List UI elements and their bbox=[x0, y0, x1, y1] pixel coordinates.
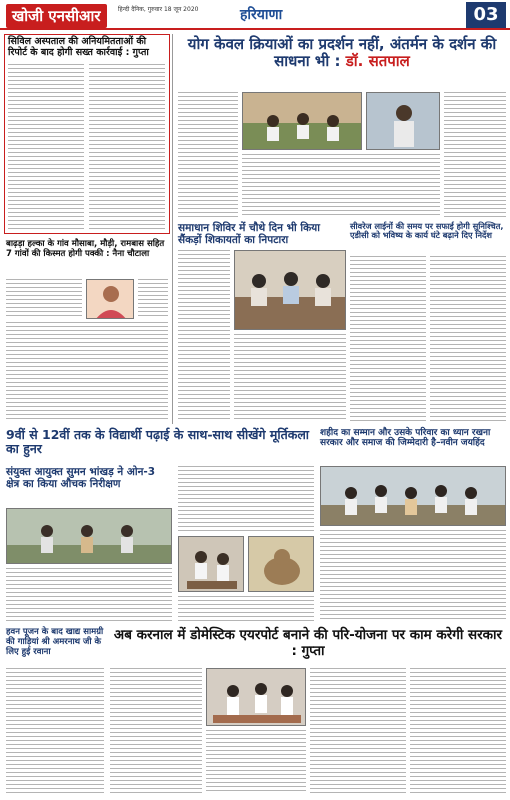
nayna-chautala-photo bbox=[86, 279, 134, 319]
yoga-body-bottom bbox=[242, 154, 440, 218]
ayukt-headline: संयुक्त आयुक्त सुमन भांखड़ ने ओन-3 क्षेत्र का किया औचक निरीक्षण bbox=[6, 466, 156, 491]
dateline: हिन्दी दैनिक, गुरुवार 18 जून 2020 bbox=[118, 6, 199, 13]
sewerage-body-col1 bbox=[350, 256, 426, 422]
samadhan-body-col2 bbox=[234, 334, 346, 422]
mausa-body bbox=[6, 322, 168, 422]
column-rule bbox=[172, 34, 173, 424]
sewerage-body-col2 bbox=[430, 256, 506, 422]
meeting-image bbox=[207, 669, 306, 726]
camp-image bbox=[235, 251, 346, 330]
ayukt-photo bbox=[6, 508, 172, 564]
uhan-body bbox=[6, 668, 104, 794]
yoga-headline bbox=[178, 36, 506, 71]
student-headline: 9वीं से 12वीं तक के विद्यार्थी पढ़ाई के साथ-साथ सीखेंगे मूर्तिकला का हुनर bbox=[6, 427, 310, 457]
mausa-headline: बाढ़ड़ा हल्का के गांव मौसाबा, मौड़ी, रामबास सहित 7 गांवों की किस्मत होगी पक्की : नैना चौटाला bbox=[6, 239, 165, 259]
student-body-bottom bbox=[178, 596, 314, 622]
samadhan-body-col1 bbox=[178, 250, 230, 422]
section-title: हरियाणा bbox=[240, 7, 283, 23]
mausa-body-right bbox=[138, 279, 168, 319]
brand-logo: खोजी एनसीआर bbox=[6, 4, 107, 28]
yoga-headline-main: योग केवल क्रियाओं का प्रदर्शन नहीं, अंतर्मन के दर्शन की साधना भी : bbox=[187, 35, 497, 71]
samadhan-photo bbox=[234, 250, 346, 330]
yoga-body-right bbox=[444, 92, 506, 218]
masthead bbox=[0, 0, 510, 30]
yoga-speaker-image bbox=[367, 93, 440, 150]
shaheed-photo bbox=[320, 466, 506, 526]
civil-hospital-body-col1 bbox=[8, 64, 84, 230]
mausa-body-top bbox=[6, 279, 82, 319]
airport-body-col3 bbox=[310, 668, 406, 794]
page-number: 03 bbox=[466, 2, 506, 28]
student-photo-2 bbox=[248, 536, 314, 592]
samadhan-headline: समाधान शिविर में चौथे दिन भी किया सैंकड़ों शिकायतों का निपटारा bbox=[178, 222, 320, 247]
airport-photo bbox=[206, 668, 306, 726]
airport-headline: अब करनाल में डोमेस्टिक एयरपोर्ट बनाने की परि-योजना पर काम करेगी सरकार : गुप्ता bbox=[113, 627, 503, 659]
airport-body-col2 bbox=[206, 730, 306, 794]
sculpture-class-image bbox=[179, 537, 244, 592]
ayukt-body bbox=[6, 568, 172, 622]
student-photo-1 bbox=[178, 536, 244, 592]
tribute-image bbox=[321, 467, 506, 526]
yoga-session-image bbox=[243, 93, 362, 150]
civil-hospital-headline: सिविल अस्पताल की अनियमितताओं की रिपोर्ट के बाद होगी सख्त कार्रवाई : गुप्ता bbox=[8, 36, 149, 58]
yoga-photo-1 bbox=[242, 92, 362, 150]
airport-body-col4 bbox=[410, 668, 506, 794]
inspection-image bbox=[7, 509, 172, 564]
sewerage-headline: सीवरेज लाईनों की समय पर सफाई होगी सुनिश्चित, एडीसी को भविष्य के कार्य घंटे बढ़ाने दिए निर्देश bbox=[350, 221, 504, 241]
yoga-headline-name: डॉ. सतपाल bbox=[345, 52, 410, 71]
yoga-photo-2 bbox=[366, 92, 440, 150]
civil-hospital-body-col2 bbox=[89, 64, 165, 230]
uhan-headline: हवन पूजन के बाद खाद्य सामग्री की गाड़ियां श्री अमरनाथ जी के लिए हुई रवाना bbox=[6, 627, 104, 657]
yoga-body-col1 bbox=[178, 92, 238, 218]
airport-body-col1 bbox=[110, 668, 202, 794]
portrait-image bbox=[87, 280, 134, 319]
student-body-top bbox=[178, 466, 314, 532]
shaheed-body bbox=[320, 530, 506, 622]
clay-model-image bbox=[249, 537, 314, 592]
shaheed-headline: शहीद का सम्मान और उसके परिवार का ध्यान रखना सरकार और समाज की जिम्मेदारी है–नवीन जयहिंद bbox=[320, 428, 491, 449]
